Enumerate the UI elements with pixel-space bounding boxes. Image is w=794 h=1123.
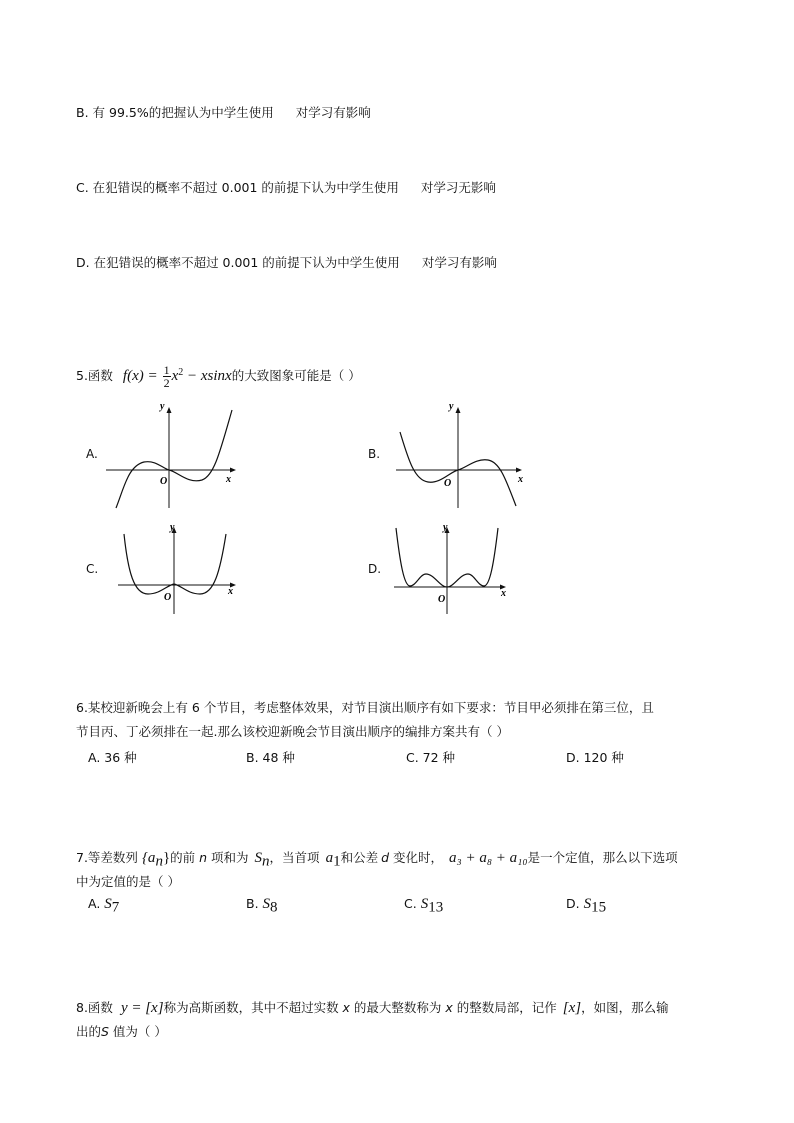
- q7-option-c-s: S: [420, 896, 429, 912]
- graph-d-label: D.: [368, 562, 382, 576]
- q7-part-5: 和公差: [340, 850, 379, 865]
- q7-part-6: 变化时，: [389, 850, 443, 865]
- q7-option-c-prefix: C.: [404, 896, 421, 911]
- q7-n: n: [199, 850, 208, 865]
- graph-b-origin: O: [444, 478, 452, 489]
- graph-d-y-label: y: [443, 522, 448, 533]
- graph-b-y-arrow: [456, 407, 461, 413]
- q8-x1: x: [342, 1000, 350, 1015]
- q4-option-d-text: D. 在犯错误的概率不超过 0.001 的前提下认为中学生使用: [76, 255, 400, 270]
- q4-option-b-tail: 对学习有影响: [295, 105, 371, 120]
- q7-part-7: 是一个定值，那么以下选项: [527, 850, 678, 865]
- q7-sn: S: [254, 850, 263, 866]
- q8-s: S: [101, 1024, 109, 1039]
- q7-part-1: 7.等差数列: [76, 850, 138, 865]
- graph-a: [102, 402, 242, 512]
- q7-line-2: 中为定值的是（ ）: [76, 874, 180, 889]
- q7-option-d: [566, 896, 606, 917]
- q5-suffix: 的大致图象可能是（ ）: [231, 368, 361, 384]
- q4-option-d-tail: 对学习有影响: [421, 255, 497, 270]
- q4-option-d: [76, 253, 497, 273]
- graph-a-x-arrow: [230, 468, 236, 473]
- q8-part-5: ，如图，那么输: [581, 1000, 669, 1015]
- graph-a-y-arrow: [167, 407, 172, 413]
- q8-part-2: 称为高斯函数，其中不超过实数: [163, 1000, 343, 1015]
- q7-option-b-s: S: [262, 896, 271, 912]
- q8-x2: x: [445, 1000, 453, 1015]
- q4-option-b-text: B. 有 99.5%的把握认为中学生使用: [76, 105, 274, 120]
- q7-part-2: 的前: [170, 850, 200, 865]
- q7-seq-close: }: [162, 850, 171, 866]
- q7-option-a-prefix: A.: [88, 896, 105, 911]
- graph-b-x-arrow: [516, 468, 522, 473]
- graph-a-x-label: x: [226, 474, 231, 485]
- graph-c-origin: O: [164, 592, 172, 603]
- graph-a-origin: O: [160, 476, 168, 487]
- q8-part-3: 的最大整数称为: [349, 1000, 446, 1015]
- q4-option-c: [76, 178, 496, 198]
- q4-option-c-tail: 对学习无影响: [420, 180, 496, 195]
- q6-option-d: D. 120 种: [566, 750, 624, 765]
- q5-prefix: 5.函数: [76, 368, 113, 384]
- q7-option-a: [88, 896, 119, 917]
- q8-part-4: 的整数局部，记作: [452, 1000, 557, 1015]
- q7-option-d-sub: 15: [591, 899, 607, 916]
- graph-d-x-label: x: [501, 588, 506, 599]
- q7-option-a-s: S: [104, 896, 112, 912]
- q7-line-1: [76, 846, 678, 874]
- q7-option-c-sub: 13: [428, 899, 444, 916]
- q6-option-b: B. 48 种: [246, 750, 295, 765]
- q6-line-2: 节目丙、丁必须排在一起.那么该校迎新晚会节目演出顺序的编排方案共有（ ）: [76, 724, 509, 739]
- q7-option-d-prefix: D.: [566, 896, 584, 911]
- graph-a-label: A.: [86, 447, 98, 461]
- q7-sn-sub: n: [262, 853, 270, 870]
- graph-c-y-label: y: [170, 522, 175, 533]
- q8-part-1: 8.函数: [76, 1000, 113, 1015]
- q7-option-b: [246, 896, 278, 917]
- graph-c: [110, 522, 250, 617]
- q8-line-2: [76, 1022, 167, 1042]
- q6-option-c: C. 72 种: [406, 750, 456, 765]
- graph-c-label: C.: [86, 562, 99, 576]
- q7-option-b-prefix: B.: [246, 896, 263, 911]
- graph-c-x-label: x: [228, 586, 233, 597]
- graph-b-x-label: x: [518, 474, 523, 485]
- q7-option-b-sub: 8: [270, 899, 278, 916]
- q7-option-a-sub: 7: [111, 899, 120, 916]
- q7-part-4: ，当首项: [269, 850, 320, 865]
- q8-line-1: [76, 996, 669, 1020]
- q5-frac-den: 2: [163, 376, 170, 391]
- graph-a-curve: [116, 410, 232, 508]
- q8-line2-part-1: 出的: [76, 1024, 102, 1039]
- q7-option-d-s: S: [583, 896, 592, 912]
- q5-stem: [76, 360, 361, 389]
- q8-func: y = [x]: [120, 1000, 164, 1016]
- q5-fraction: [163, 364, 171, 389]
- q4-option-c-text: C. 在犯错误的概率不超过 0.001 的前提下认为中学生使用: [76, 180, 399, 195]
- q7-a1: a: [325, 850, 334, 866]
- graph-b: [392, 402, 532, 512]
- graph-b-label: B.: [368, 447, 381, 461]
- graph-b-y-label: y: [449, 402, 454, 412]
- q4-option-b: [76, 103, 371, 123]
- q7-a1-sub: 1: [333, 853, 341, 870]
- q8-bracket: [x]: [562, 1000, 582, 1016]
- q5-func-exp: 2: [178, 367, 184, 378]
- q8-line2-part-2: 值为（ ）: [108, 1024, 167, 1039]
- q7-part-3: 项和为: [207, 850, 249, 865]
- q7-seq: {a: [141, 850, 156, 866]
- graph-d: [390, 522, 530, 617]
- q5-func-rest: − xsinx: [183, 368, 232, 385]
- q7-option-c: [404, 896, 443, 917]
- q5-frac-num: 1: [163, 363, 170, 378]
- q7-d: d: [381, 850, 390, 865]
- graph-a-y-label: y: [160, 402, 165, 412]
- q5-func-lhs: f(x) =: [122, 368, 158, 385]
- q6-line-1: 6.某校迎新晚会上有 6 个节目，考虑整体效果，对节目演出顺序有如下要求：节目甲必须排在第三位，且: [76, 700, 654, 715]
- graph-d-origin: O: [438, 594, 446, 605]
- q7-seq-sub: n: [155, 853, 163, 870]
- q5-func-x: x: [171, 368, 179, 385]
- q6-option-a: A. 36 种: [88, 750, 137, 765]
- q7-expr: a₃ + a₈ + a₁₀: [449, 850, 528, 866]
